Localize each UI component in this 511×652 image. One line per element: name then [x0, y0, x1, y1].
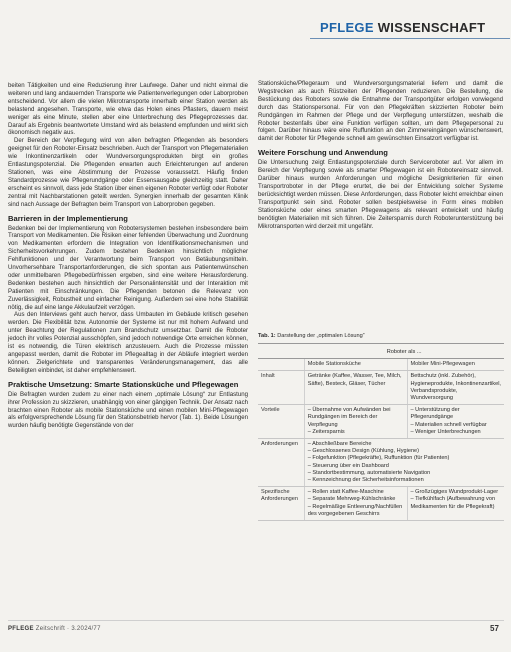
heading-practical: Praktische Umsetzung: Smarte Stationsküche und Pflegewagen	[8, 379, 239, 389]
row-label: Anforderungen	[258, 439, 304, 487]
row-label: Vorteile	[258, 405, 304, 439]
table-row	[258, 439, 504, 487]
left-paragraph-3: Bedenken bei der Implementierung von Robotersystemen bestehen insbesondere beim Transport von Medikamenten. Die Risiken einer fehlenden Überwachung und Zuordnung von Medikamenten erfordern die Integration von Identifikationsmechanismen und Sicherheitsvorkehrungen. Zudem bestehen Bedenken hinsichtlich möglicher Fehlfunktionen und der Verantwortung beim Transport von Betäubungsmitteln. Unvorhersehbare Transportanforderungen, die sich spontan aus Patientenwünschen oder unmittelbaren Pflegebedürfnissen ergeben, sind eine weitere Herausforderung. Bedenken bestehen auch hinsichtlich der Personalintensität und der Interaktion mit Patienten mit Einschränkungen. Die Pflegenden betonen die Relevanz von Zuverlässigkeit, Robustheit und einfacher Reinigung. Außerdem sei eine hohe Stabilität nötig, die auf eine lange Akkulaufzeit verzögen.	[8, 224, 248, 311]
table-optimal-solution	[258, 333, 504, 619]
col-head-kitchen: Mobile Stationsküche	[304, 359, 407, 371]
table-caption-text: Darstellung der „optimalen Lösung“	[277, 333, 365, 339]
table-row	[258, 371, 504, 405]
footer-rule	[8, 620, 504, 621]
row-cell: – Unterstützung der Pflegerundgänge – Materialien schnell verfügbar – Weniger Unterbrechungen	[407, 405, 504, 439]
header-section: WISSENSCHAFT	[377, 20, 486, 35]
header-rule	[310, 38, 510, 39]
footer-journal	[8, 626, 101, 632]
heading-barriers: Barrieren in der Implementierung	[8, 213, 128, 223]
data-table	[258, 347, 504, 521]
left-column	[8, 82, 248, 430]
col-head-cart: Mobiler Mini-Pflegewagen	[407, 359, 504, 371]
right-column	[258, 80, 503, 230]
row-cell: – Rollen statt Kaffee-Maschine – Separate Mehrweg-Kühlschränke – Regelmäßige Entleerung/Nachfüllen des vorgegebenen Geschirrs	[304, 487, 407, 521]
row-cell: – Großzügiges Wundprodukt-Lager – Tiefkühlfach (Aufbewahrung von Medikamenten für die Pflegekraft)	[407, 487, 504, 521]
left-paragraph-5: Die Befragten wurden zudem zu einer nach einem „optimale Lösung“ zur Entlastung ihrer Profession zu skizzieren, unabhängig von einer gängigen Technik. Der Ansatz nach brachten einen Roboter als mobile Stationsküche und einen mobilen Mini-Pflegewagen als erfolgversprechende Lösung für den Stationsbetrieb hervor (Tab. 1). Beide Lösungen wurden häufig benötigte Gegenstände von der	[8, 390, 248, 430]
page-number: 57	[490, 624, 499, 633]
row-cell: Getränke (Kaffee, Wasser, Tee, Milch, Säfte), Besteck, Gläser, Tücher	[304, 371, 407, 405]
table-top-header: Roboter als ...	[304, 347, 504, 359]
section-header	[320, 20, 485, 35]
table-row	[258, 405, 504, 439]
row-label: Spezifische Anforderungen	[258, 487, 304, 521]
row-cell: Bettschutz (inkl. Zubehör), Hygieneprodukte, Inkontinenzartikel, Verbandsprodukte, Wundversorgung	[407, 371, 504, 405]
row-label: Inhalt	[258, 371, 304, 405]
left-paragraph-4: Aus den Interviews geht auch hervor, dass Umbauten im Gebäude kritisch gesehen werden. Die Flexibilität bzw. Autonomie der Systeme ist nur mit hohem Aufwand und unter Beachtung der Regulationen zum Brandschutz umsetzbar. Damit die Roboter jedoch ihr volles Potenzial ausschöpfen, sind jedoch notwendige Orte erreichen können, ist es notwendig, die Türen elektrisch anzusteuern. Auch die Prozesse müssten angepasst werden, damit die Roboter im Pflegealltag in der Abläufe integriert werden können. Zielgerichtete und transparentes Veränderungsmanagement, das alle Beteiligten einbindet, ist daher empfehlenswert.	[8, 311, 248, 374]
footer-brand: PFLEGE	[8, 626, 34, 632]
heading-research: Weitere Forschung und Anwendung	[258, 148, 388, 158]
table-caption-label: Tab. 1:	[258, 333, 276, 339]
table-row	[258, 487, 504, 521]
left-paragraph-2: Der Bereich der Verpflegung wird von allen befragten Pflegenden als besonders geeignet für den Roboter-Einsatz beschrieben. Auch der Transport von Pflegematerialien wie Inkontinenzartikeln oder Wundversorgungsprodukten birgt ein großes Entlastungspotenzial. Die Pflegenden erwarten auch Erleichterungen auf anderen Stationen, was eine Abstimmung der Prozesse voraussetzt. Häufig finden Standardprozesse wie Pflegerundgänge oder Essensausgabe gleichzeitig statt. Daher erscheint es sinnvoll, dass jede Station über einen eigenen Roboter verfügt oder Roboter zentral mit Nachbarstationen geteilt werden. Synergien innerhalb der gesamten Klinik sind nach Aussage der Befragten beim Transport von Laborproben gegeben.	[8, 137, 248, 208]
row-cell: – Abschließbare Bereiche – Geschlossenes Design (Kühlung, Hygiene) – Folgefunktion (Pflegekräfte), Ruffunktion (für Patienten) – Steuerung über ein Dashboard – Standortbestimmung, automatisierte Navigation – Kennzeichnung der Sicherheitsinformationen	[304, 439, 504, 487]
right-paragraph-2: Die Untersuchung zeigt Entlastungspotenziale durch Serviceroboter auf. Vor allem im Bereich der Verpflegung sowie als smarter Pflegewagen ist ein Robotereinsatz sinnvoll. Darüber hinaus wurden Anforderungen und mögliche Designkriterien für einen Transportroboter in der Pflege erurtet, die bei der Entwicklung solcher Systeme berücksichtigt werden müssen. Diese Anforderungen, dass Roboter leicht erreichbar einen Transportpunkt sein sind. Roboter sollen bestpielsweise in Form eines mobilen Stationsküche oder eines smarten Pflegewagens als relevant entwickelt und häufig benötigten Materialien mit sich führen. Die Zeitersparnis durch Roboterunterstützung bei Mikrotransporten wird derzeit mit ungefähr.	[258, 159, 503, 230]
right-paragraph-1: Stationsküche/Pflegeraum und Wundversorgungsmaterial liefern und damit die Wegstrecken als auch Rüstzeiten der Pflegenden reduzieren. Die Bestellung, die Bestückung des Roboters sowie die Entnahme der Transportgüter erfolgen vorwiegend durch das Stationspersonal. Für von den Pflegekräften skizzierten Roboter beim Rundgängen im Rahmen der Pflege und der Verpflegung unterstützen, weshalb die Roboter bestenfalls über eine Funktion verfügen sollten, um dem Pflegepersonal zu folgen. Darüber hinaus wäre eine Ruffunktion an den Zimmereingängen wünschenswert, damit der Roboter für Pflegende schnell am gewünschten Einsatzort verfügbar ist.	[258, 80, 503, 143]
row-cell: – Übernahme von Aufwänden bei Rundgängen im Bereich der Verpflegung – Zeitersparnis	[304, 405, 407, 439]
left-paragraph-1: beiten Tätigkeiten und eine Reduzierung ihrer Laufwege. Daher und nicht einmal die weiteren und lang andauernden Transporte wie Patientenverlegungen oder Laborproben entscheidend. Vor allem die vielen Mikrotransporte innerhalb einer Station werden als belastend angesehen. Transporte, wie etwa das Holen eines Pflasters, dauern meist weniger als eine Minute, stellen aber eine Unterbrechung des Pflegeprozesses dar. Darauf als Ergebnis beantwortete Umstand wird als belastend empfunden und wirkt sich ökonomisch negativ aus.	[8, 82, 248, 137]
header-brand: PFLEGE	[320, 20, 374, 35]
table-corner	[258, 347, 304, 359]
table-caption	[258, 333, 504, 344]
footer-issue: Zeitschrift · 3.2024/77	[35, 626, 101, 632]
